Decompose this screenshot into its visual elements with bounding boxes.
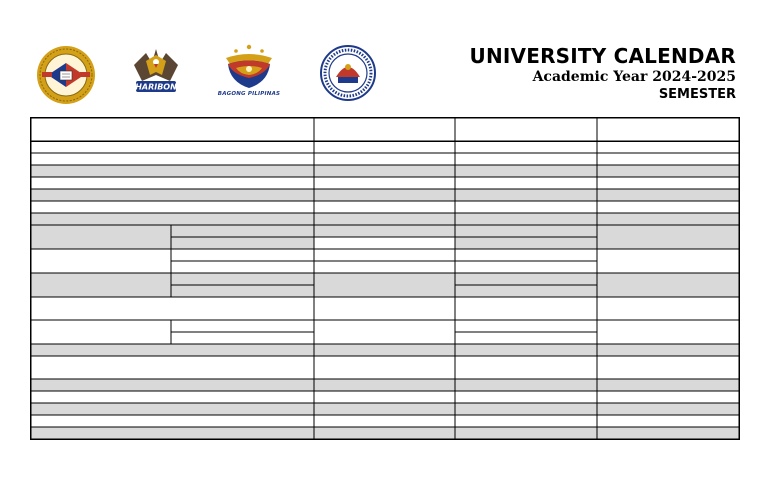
shaded-row [30, 403, 740, 415]
shaded-cell [30, 225, 171, 249]
haribon-text: HARIBON [135, 82, 177, 92]
calendar-table [30, 117, 740, 440]
haribon-logo [132, 45, 180, 95]
shaded-row [30, 427, 740, 440]
bagong-pilipinas-icon [214, 44, 284, 90]
shaded-row [30, 189, 740, 201]
shaded-cell [171, 273, 314, 285]
shaded-row [30, 379, 740, 391]
haribon-eagle-icon [132, 45, 180, 95]
bagong-pilipinas-logo [214, 44, 284, 97]
commission-seal-logo [320, 45, 376, 101]
page-title: UNIVERSITY CALENDAR [469, 44, 736, 68]
shaded-cell [455, 237, 597, 249]
shaded-cell [171, 237, 314, 249]
shaded-cell [597, 273, 740, 297]
semester-label: SEMESTER [658, 87, 736, 102]
bagong-pilipinas-text: BAGONG PILIPINAS [217, 91, 281, 97]
shaded-cell [314, 273, 455, 297]
shaded-cell [597, 225, 740, 249]
shaded-cell [455, 225, 597, 237]
shaded-cell [171, 285, 314, 297]
university-seal-icon [36, 45, 96, 105]
university-seal-logo [36, 45, 96, 105]
shaded-cell [30, 273, 171, 297]
shaded-cell [171, 225, 455, 237]
commission-seal-icon [320, 45, 376, 101]
title-block [470, 44, 736, 103]
shaded-row [30, 165, 740, 177]
shaded-row [30, 213, 740, 225]
shaded-row [30, 344, 740, 356]
shaded-cell [455, 273, 597, 285]
shaded-cell [455, 285, 597, 297]
academic-year: Academic Year 2024-2025 [532, 69, 736, 85]
